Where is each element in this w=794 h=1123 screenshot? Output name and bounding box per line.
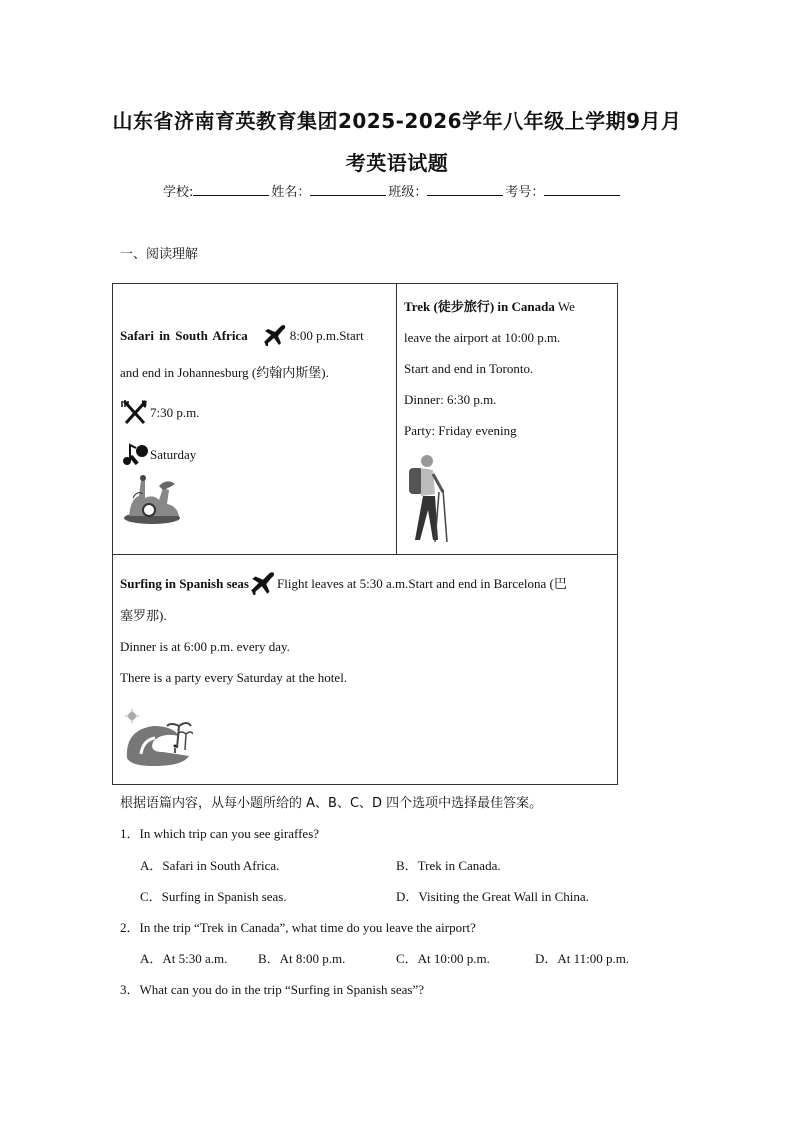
surfing-wave-illustration [123, 708, 193, 770]
fork-knife-icon [120, 399, 150, 425]
surfing-cell [120, 571, 612, 686]
exam-number-label: 考号： [505, 185, 545, 200]
trek-line3: Start and end in Toronto. [404, 361, 534, 376]
trek-title: Trek (徒步旅行) in Canada [404, 299, 555, 314]
question-2-option-d[interactable]: D．At 11:00 p.m. [535, 951, 630, 966]
surfing-line3: Dinner is at 6:00 p.m. every day. [120, 639, 290, 654]
safari-animals-illustration [119, 468, 185, 526]
safari-title: Safari in South Africa [120, 327, 248, 343]
surfing-line4: There is a party every Saturday at the hotel. [120, 670, 348, 685]
surfing-line1-rest: Flight leaves at 5:30 a.m.Start and end in Barcelona (巴 [276, 575, 567, 591]
question-1-stem: 1．In which trip can you see giraffes? [120, 826, 320, 841]
instruction-text: 根据语篇内容，从每小题所给的 A、B、C、D 四个选项中选择最佳答案。 [120, 796, 543, 811]
section-heading: 一、阅读理解 [120, 247, 199, 262]
trek-line1-rest: We [557, 299, 575, 314]
surfing-title: Surfing in Spanish seas [120, 575, 249, 591]
student-info-line [163, 181, 622, 200]
surfing-line2: 塞罗那). [120, 608, 167, 623]
trek-line5: Party: Friday evening [404, 423, 517, 438]
question-2-option-c[interactable]: C．At 10:00 p.m. [396, 951, 490, 966]
question-1-option-d[interactable]: D．Visiting the Great Wall in China. [396, 889, 589, 904]
school-label: 学校: [163, 185, 194, 200]
class-blank [427, 183, 503, 196]
airplane-icon [262, 324, 288, 346]
table-divider-horizontal [113, 554, 617, 555]
name-blank [310, 183, 386, 196]
ads-table [112, 283, 618, 785]
question-2-option-a[interactable]: A．At 5:30 a.m. [140, 951, 228, 966]
question-2-stem: 2．In the trip “Trek in Canada”, what time do you leave the airport? [120, 920, 476, 935]
trek-line4: Dinner: 6:30 p.m. [404, 392, 497, 407]
safari-route: and end in Johannesburg (约翰内斯堡). [120, 365, 329, 380]
question-1-option-b[interactable]: B．Trek in Canada. [396, 858, 501, 873]
table-divider-vertical [396, 284, 397, 554]
safari-cell [120, 324, 392, 467]
question-3-stem: 3．What can you do in the trip “Surfing in Spanish seas”? [120, 982, 424, 997]
safari-party: Saturday [150, 446, 197, 462]
hiker-illustration [403, 452, 453, 544]
name-label: 姓名： [271, 185, 311, 200]
exam-number-blank [544, 183, 620, 196]
trek-line2: leave the airport at 10:00 p.m. [404, 330, 561, 345]
trek-cell [404, 298, 612, 439]
exam-title-line1: 山东省济南育英教育集团2025-2026学年八年级上学期9月月 [112, 109, 682, 133]
question-2-option-b[interactable]: B．At 8:00 p.m. [258, 951, 346, 966]
safari-dinner: 7:30 p.m. [150, 404, 200, 420]
school-blank [193, 183, 269, 196]
class-label: 班级： [388, 185, 428, 200]
safari-flight-time: 8:00 p.m.Start [289, 327, 364, 343]
music-note-icon [120, 441, 150, 467]
question-1-option-a[interactable]: A．Safari in South Africa. [140, 858, 280, 873]
question-1-option-c[interactable]: C．Surfing in Spanish seas. [140, 889, 287, 904]
exam-title-line2: 考英语试题 [345, 151, 449, 175]
airplane-icon [249, 571, 277, 595]
